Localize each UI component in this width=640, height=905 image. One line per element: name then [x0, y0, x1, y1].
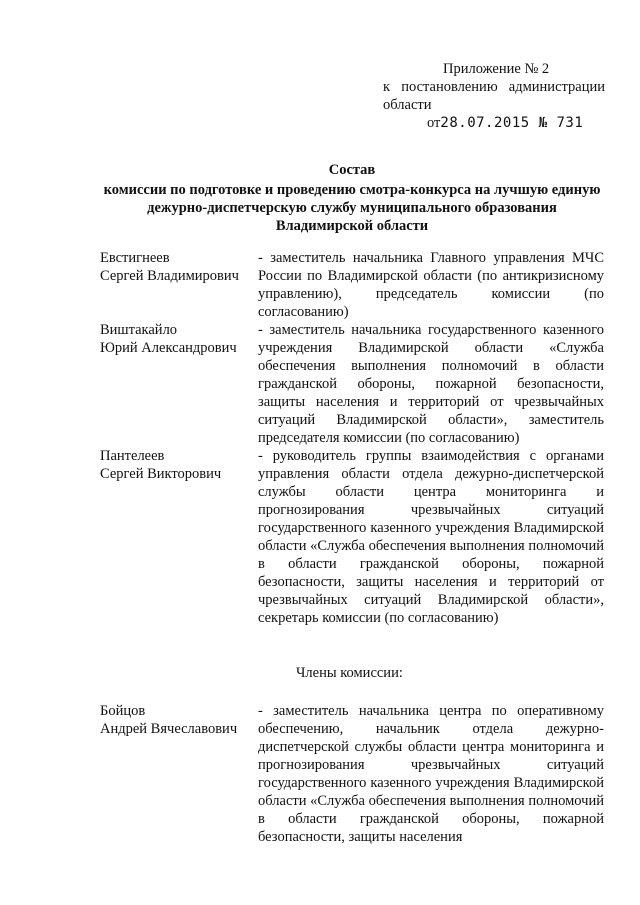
- person-name: [100, 321, 258, 447]
- person-role: - руководитель группы взаимодействия с органами управления области отдела дежурно-диспетчерской службы области центра мониторинга и прогнозирования чрезвычайных ситуаций государственного казенного учреждения Владимирской области «Служба обеспечения выполнения полномочий в области гражданской обороны, пожарной безопасности, защиты населения и территорий от чрезвычайных ситуаций Владимирской области», секретарь комиссии (по согласованию): [258, 448, 604, 626]
- person-given-name: Сергей Викторович: [100, 466, 222, 482]
- members-heading: Члены комиссии:: [296, 665, 403, 681]
- heading-subtitle: комиссии по подготовке и проведению смотра-конкурса на лучшую единую дежурно-диспетчерскую службу муниципального образования Владимирской области: [103, 182, 601, 234]
- person-surname: Пантелеев: [100, 448, 165, 464]
- list-item: [100, 321, 604, 447]
- document-heading: [100, 161, 604, 235]
- heading-title: Состав: [328, 162, 376, 178]
- appendix-date-value: 28.07.2015 № 731: [440, 115, 584, 131]
- members-list: [100, 702, 604, 846]
- leadership-list: [100, 249, 604, 627]
- appendix-date-line: [383, 114, 605, 132]
- list-item: [100, 702, 604, 846]
- person-surname: Виштакайло: [100, 322, 178, 338]
- person-role: - заместитель начальника Главного управления МЧС России по Владимирской области (по антикризисному управлению), председатель комиссии (по согласованию): [258, 250, 604, 320]
- person-role: - заместитель начальника центра по оперативному обеспечению, начальник отдела дежурно-диспетчерской службы области центра мониторинга и прогнозирования чрезвычайных ситуаций государственного казенного учреждения Владимирской области «Служба обеспечения выполнения полномочий в области гражданской обороны, пожарной безопасности, защиты населения: [258, 703, 604, 845]
- person-name: [100, 447, 258, 627]
- person-name: [100, 249, 258, 321]
- members-heading-block: [100, 664, 604, 682]
- person-role: - заместитель начальника государственного казенного учреждения Владимирской области «Служба обеспечения выполнения полномочий в области гражданской обороны, пожарной безопасности, защиты населения и территорий от чрезвычайных ситуаций Владимирской области», заместитель председателя комиссии (по согласованию): [258, 322, 604, 446]
- appendix-title: Приложение № 2: [443, 61, 550, 77]
- appendix-date-prefix: от: [427, 115, 441, 131]
- appendix-to-resolution: к постановлению администрации: [383, 79, 605, 95]
- person-name: [100, 702, 258, 846]
- person-surname: Евстигнеев: [100, 250, 170, 266]
- appendix-region: области: [383, 97, 432, 113]
- person-surname: Бойцов: [100, 703, 146, 719]
- person-given-name: Андрей Вячеславович: [100, 721, 238, 737]
- appendix-block: [383, 60, 605, 132]
- list-item: [100, 447, 604, 627]
- person-given-name: Сергей Владимирович: [100, 268, 239, 284]
- person-given-name: Юрий Александрович: [100, 340, 237, 356]
- list-item: [100, 249, 604, 321]
